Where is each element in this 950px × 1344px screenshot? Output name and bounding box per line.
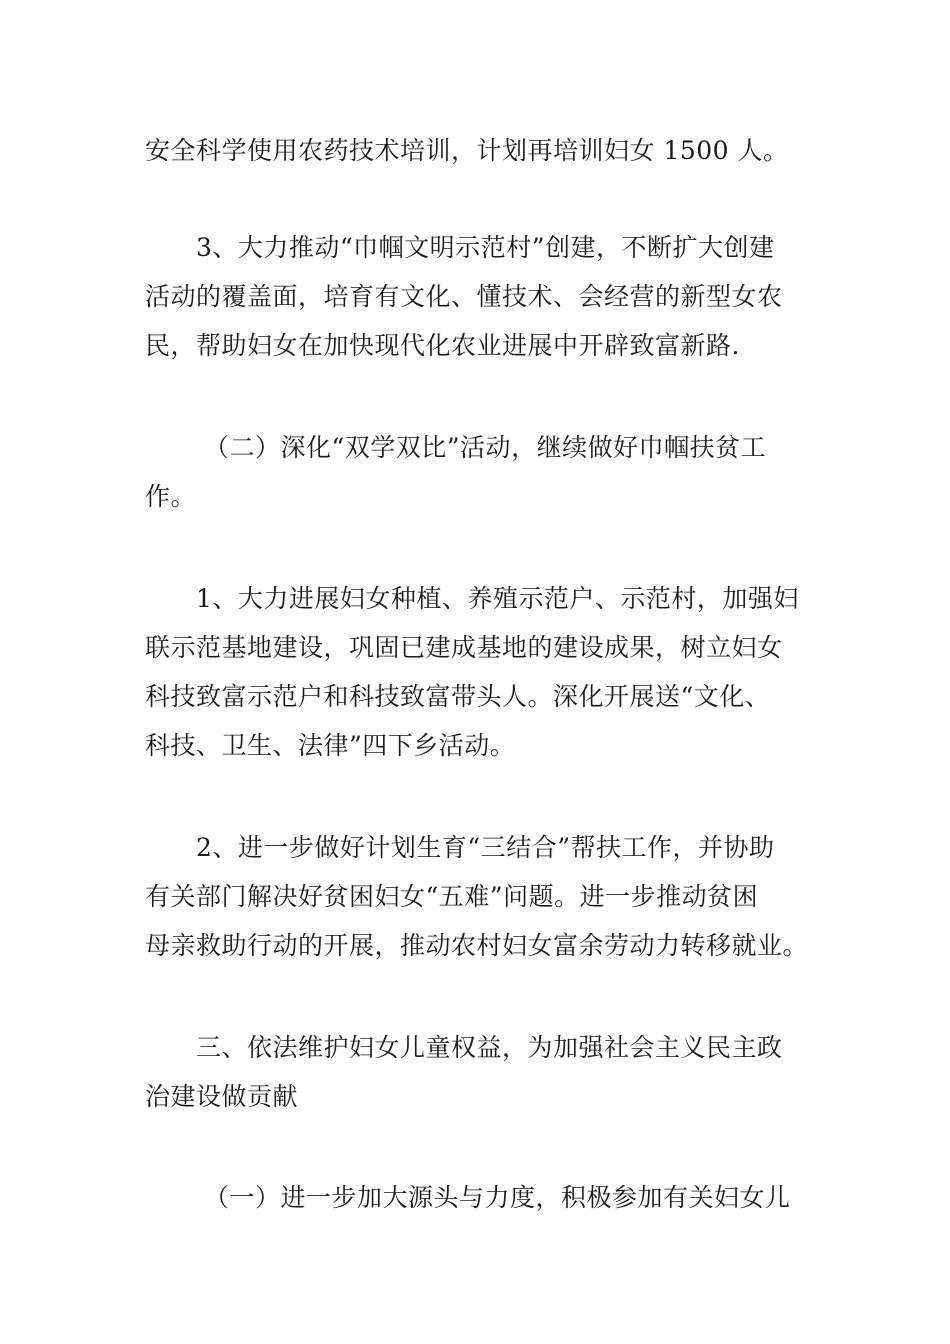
text-line: 安全科学使用农药技术培训，计划再培训妇女 1500 人。	[145, 136, 789, 165]
text-line: 科技、卫生、法律”四下乡活动。	[145, 731, 516, 760]
text-line: （二）深化“双学双比”活动，继续做好巾帼扶贫工	[204, 433, 767, 462]
text-line: 3、大力推动“巾帼文明示范村”创建，不断扩大创建	[196, 233, 775, 262]
text-line: 联示范基地建设，巩固已建成基地的建设成果，树立妇女	[145, 633, 783, 662]
text-line: （一）进一步加大源头与力度，积极参加有关妇女儿	[204, 1183, 791, 1212]
text-line: 三、依法维护妇女儿童权益，为加强社会主义民主政	[196, 1033, 783, 1062]
text-line: 科技致富示范户和科技致富带头人。深化开展送“文化、	[145, 682, 771, 711]
text-line: 1、大力进展妇女种植、养殖示范户、示范村，加强妇	[196, 584, 799, 613]
text-line: 2、进一步做好计划生育“三结合”帮扶工作，并协助	[196, 833, 775, 862]
text-line: 治建设做贡献	[145, 1082, 299, 1111]
text-line: 民，帮助妇女在加快现代化农业进展中开辟致富新路.	[145, 331, 740, 360]
text-line: 有关部门解决好贫困妇女“五难”问题。进一步推动贫困	[145, 882, 759, 911]
text-line: 活动的覆盖面，培育有文化、懂技术、会经营的新型女农	[145, 282, 783, 311]
text-line: 作。	[145, 482, 197, 511]
text-line: 母亲救助行动的开展，推动农村妇女富余劳动力转移就业。	[145, 931, 809, 960]
